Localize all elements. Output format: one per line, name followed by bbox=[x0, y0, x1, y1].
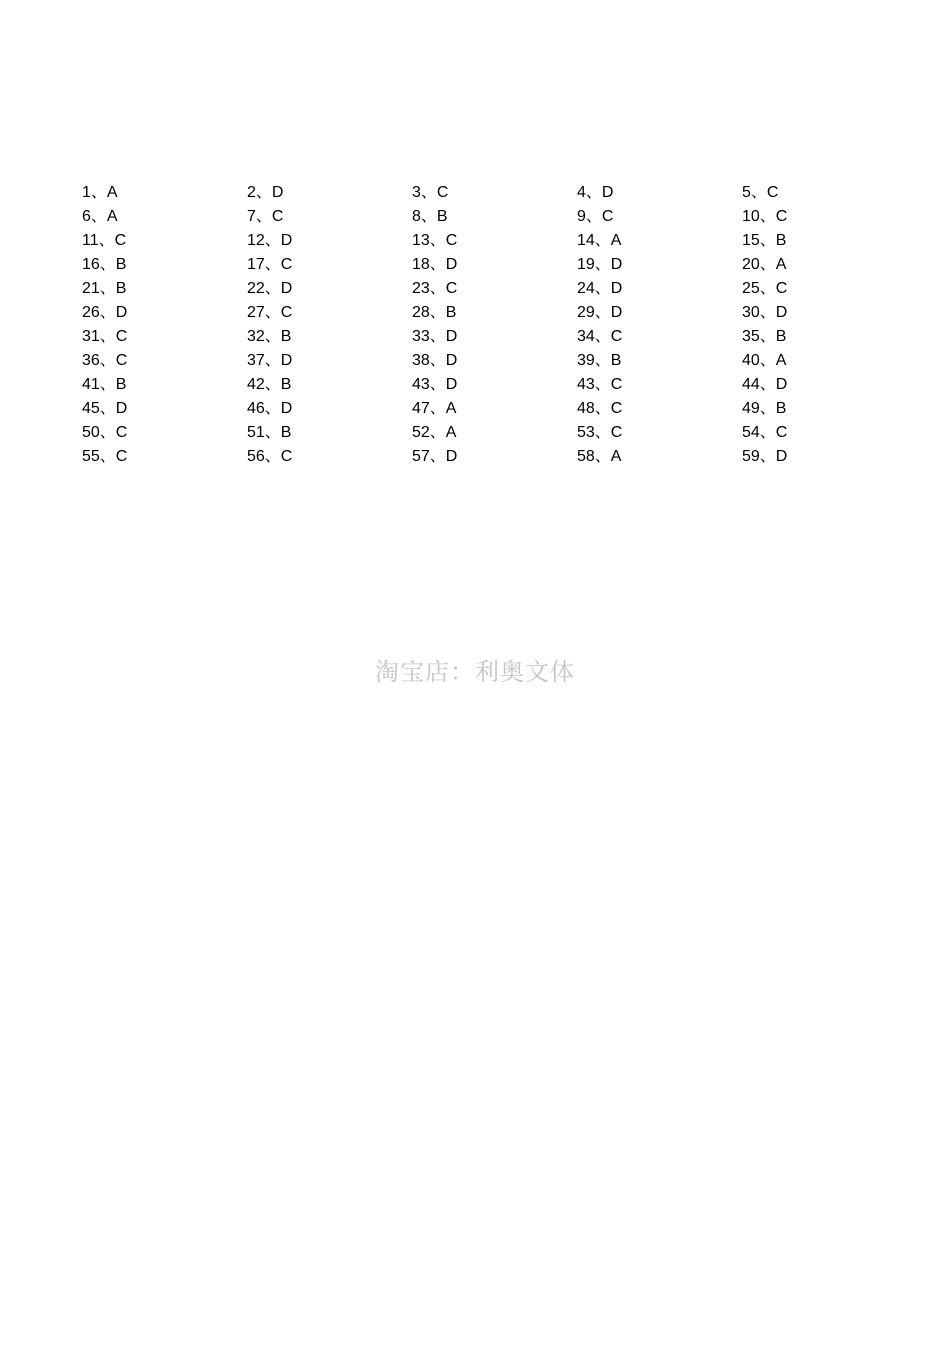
answer-item: 34、C bbox=[577, 328, 623, 345]
answer-item: 40、A bbox=[742, 352, 787, 369]
answer-item: 32、B bbox=[247, 328, 292, 345]
answer-item: 58、A bbox=[577, 448, 622, 465]
answer-item: 45、D bbox=[82, 400, 128, 417]
answer-item: 28、B bbox=[412, 304, 457, 321]
answer-item: 55、C bbox=[82, 448, 128, 465]
answer-item: 1、A bbox=[82, 184, 118, 201]
answer-item: 24、D bbox=[577, 280, 623, 297]
answer-item: 16、B bbox=[82, 256, 127, 273]
answer-item: 8、B bbox=[412, 208, 448, 225]
answer-item: 15、B bbox=[742, 232, 787, 249]
answer-item: 5、C bbox=[742, 184, 779, 201]
answer-item: 12、D bbox=[247, 232, 293, 249]
answer-item: 57、D bbox=[412, 448, 458, 465]
answer-item: 18、D bbox=[412, 256, 458, 273]
answer-item: 43、D bbox=[412, 376, 458, 393]
answer-item: 3、C bbox=[412, 184, 449, 201]
answer-item: 37、D bbox=[247, 352, 293, 369]
answer-item: 50、C bbox=[82, 424, 128, 441]
answer-item: 56、C bbox=[247, 448, 293, 465]
answer-item: 33、D bbox=[412, 328, 458, 345]
answer-item: 35、B bbox=[742, 328, 787, 345]
answer-item: 47、A bbox=[412, 400, 457, 417]
answer-item: 48、C bbox=[577, 400, 623, 417]
watermark: 淘宝店：利奥文体 bbox=[375, 658, 575, 686]
answer-item: 26、D bbox=[82, 304, 128, 321]
answer-item: 22、D bbox=[247, 280, 293, 297]
answer-item: 30、D bbox=[742, 304, 788, 321]
answer-item: 21、B bbox=[82, 280, 127, 297]
answer-item: 7、C bbox=[247, 208, 284, 225]
answer-item: 2、D bbox=[247, 184, 284, 201]
answer-item: 43、C bbox=[577, 376, 623, 393]
answer-item: 27、C bbox=[247, 304, 293, 321]
answer-item: 39、B bbox=[577, 352, 622, 369]
answer-item: 14、A bbox=[577, 232, 622, 249]
answer-item: 29、D bbox=[577, 304, 623, 321]
answer-item: 11、C bbox=[82, 232, 127, 249]
answer-item: 20、A bbox=[742, 256, 787, 273]
answer-item: 42、B bbox=[247, 376, 292, 393]
answer-item: 51、B bbox=[247, 424, 292, 441]
answer-item: 13、C bbox=[412, 232, 458, 249]
answer-item: 10、C bbox=[742, 208, 788, 225]
answer-item: 44、D bbox=[742, 376, 788, 393]
answer-item: 54、C bbox=[742, 424, 788, 441]
answer-item: 53、C bbox=[577, 424, 623, 441]
answer-item: 52、A bbox=[412, 424, 457, 441]
answer-item: 23、C bbox=[412, 280, 458, 297]
answer-item: 38、D bbox=[412, 352, 458, 369]
answer-item: 49、B bbox=[742, 400, 787, 417]
answer-item: 4、D bbox=[577, 184, 614, 201]
answer-item: 36、C bbox=[82, 352, 128, 369]
answer-item: 41、B bbox=[82, 376, 127, 393]
answer-item: 19、D bbox=[577, 256, 623, 273]
answer-item: 25、C bbox=[742, 280, 788, 297]
answer-item: 31、C bbox=[82, 328, 128, 345]
answer-item: 46、D bbox=[247, 400, 293, 417]
answer-item: 17、C bbox=[247, 256, 293, 273]
answer-item: 6、A bbox=[82, 208, 118, 225]
answer-item: 9、C bbox=[577, 208, 614, 225]
answer-key-grid bbox=[82, 181, 902, 469]
answer-item: 59、D bbox=[742, 448, 788, 465]
